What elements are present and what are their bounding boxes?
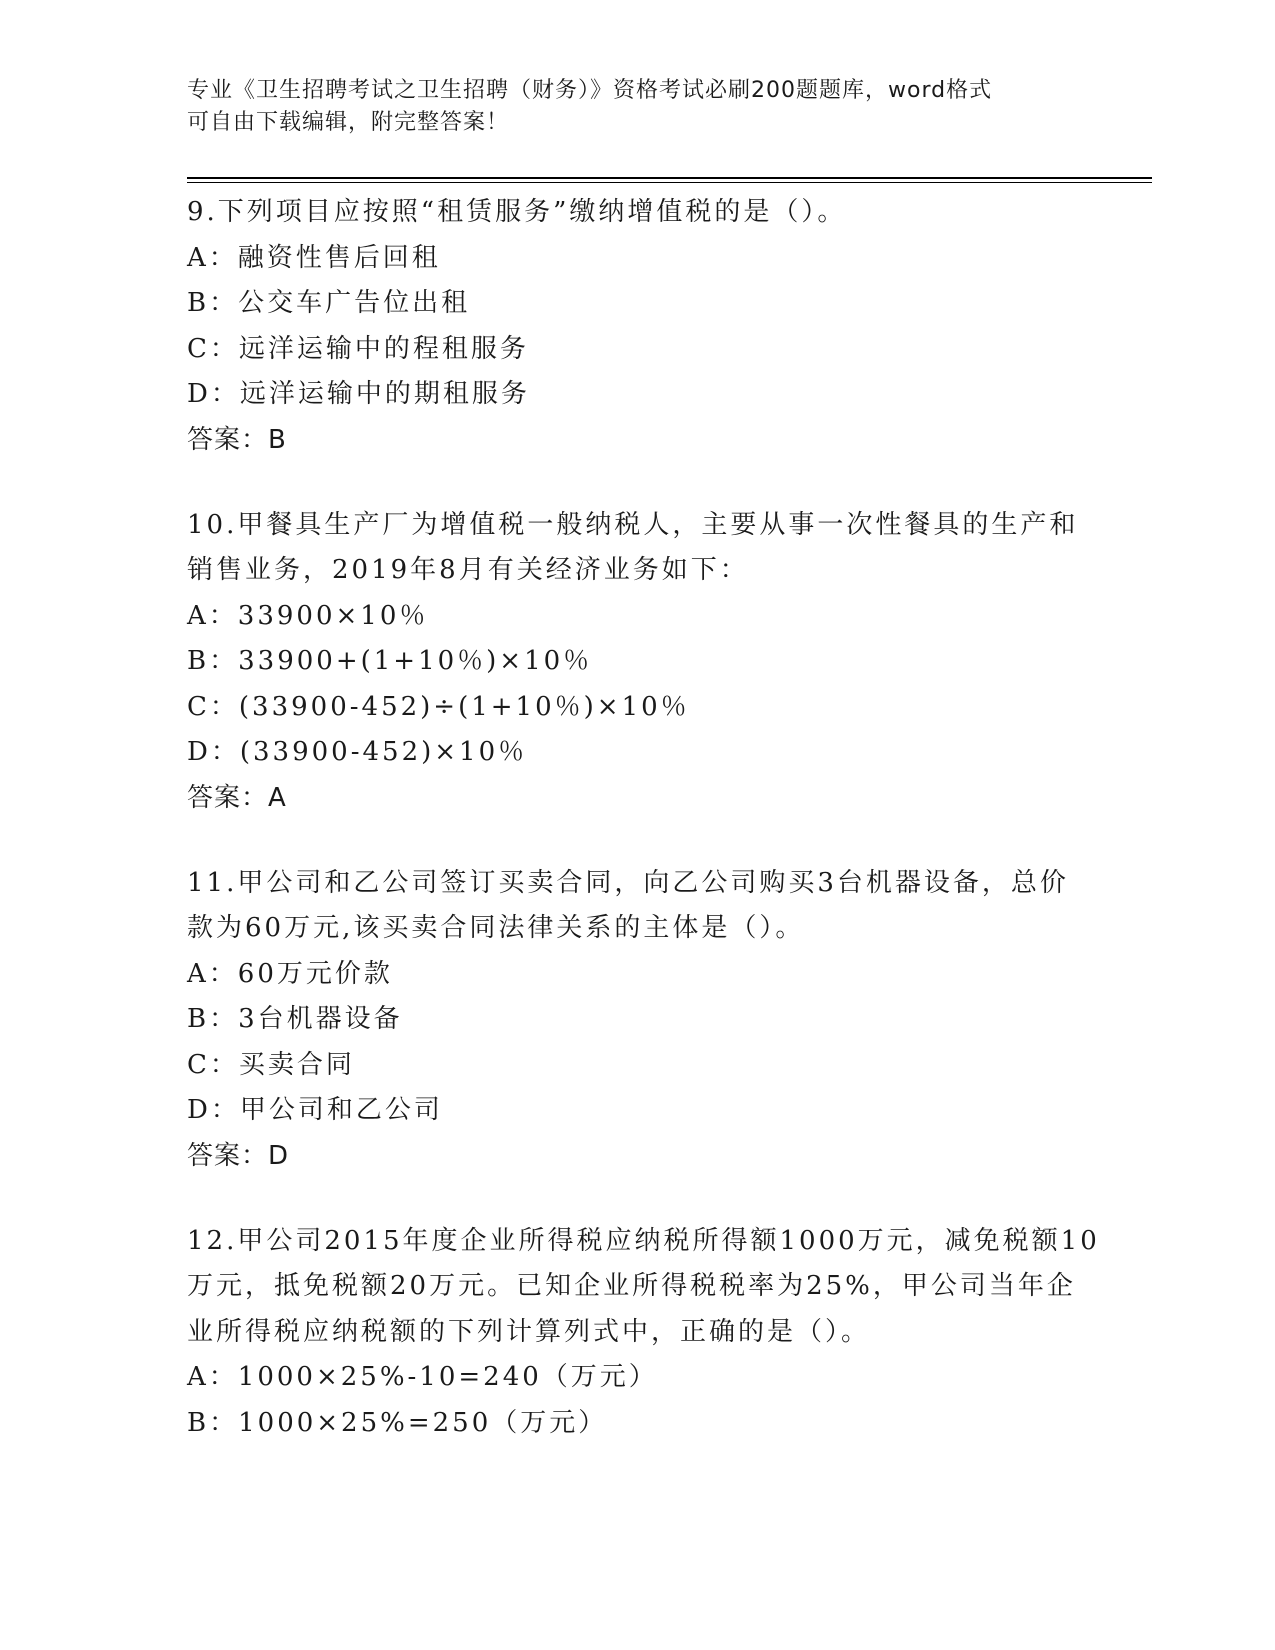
option-a: A：33900×10％ — [187, 600, 429, 631]
option-d: D：远洋运输中的期租服务 — [187, 379, 530, 409]
option-b: B：3台机器设备 — [187, 1004, 403, 1034]
option-b: B：公交车广告位出租 — [187, 288, 471, 318]
option-d: D：(33900-452)×10％ — [187, 737, 528, 767]
question-9 — [187, 190, 1087, 463]
question-stem: 11.甲公司和乙公司签订买卖合同，向乙公司购买3台机器设备，总价 — [187, 867, 1069, 898]
option-b: B：1000×25%=250（万元） — [187, 1407, 608, 1438]
question-stem: 款为60万元,该买卖合同法律关系的主体是（）。 — [187, 913, 805, 943]
question-11 — [187, 861, 1087, 1179]
header-line-1: 专业《卫生招聘考试之卫生招聘（财务）》资格考试必刷200题题库，word格式 — [187, 78, 993, 103]
option-d: D：甲公司和乙公司 — [187, 1095, 443, 1125]
question-10 — [187, 503, 1087, 821]
option-c: C：买卖合同 — [187, 1049, 355, 1080]
question-list — [187, 190, 1100, 1486]
question-stem: 9.下列项目应按照“租赁服务”缴纳增值税的是（）。 — [187, 197, 847, 227]
header-rule-thick — [187, 177, 1152, 179]
question-stem: 12.甲公司2015年度企业所得税应纳税所得额1000万元，减免税额10 — [187, 1225, 1100, 1256]
question-stem: 业所得税应纳税额的下列计算列式中，正确的是（）。 — [187, 1316, 871, 1347]
option-a: A：60万元价款 — [187, 958, 393, 989]
question-stem: 销售业务，2019年8月有关经济业务如下： — [187, 555, 749, 585]
question-12 — [187, 1219, 1100, 1447]
answer-line: 答案：D — [187, 1140, 290, 1171]
option-a: A：1000×25%-10=240（万元） — [187, 1362, 658, 1392]
answer-line: 答案：A — [187, 782, 287, 813]
header-line-2: 可自由下载编辑，附完整答案！ — [187, 110, 510, 135]
option-a: A：融资性售后回租 — [187, 242, 441, 273]
document-header — [187, 75, 1067, 139]
option-b: B：33900+(1+10％)×10％ — [187, 646, 593, 676]
answer-line: 答案：B — [187, 424, 287, 455]
question-stem: 万元，抵免税额20万元。已知企业所得税税率为25%，甲公司当年企 — [187, 1271, 1076, 1301]
header-rule-thin — [187, 182, 1152, 183]
option-c: C：远洋运输中的程租服务 — [187, 333, 529, 364]
option-c: C：(33900-452)÷(1+10％)×10％ — [187, 691, 690, 722]
question-stem: 10.甲餐具生产厂为增值税一般纳税人，主要从事一次性餐具的生产和 — [187, 509, 1079, 540]
